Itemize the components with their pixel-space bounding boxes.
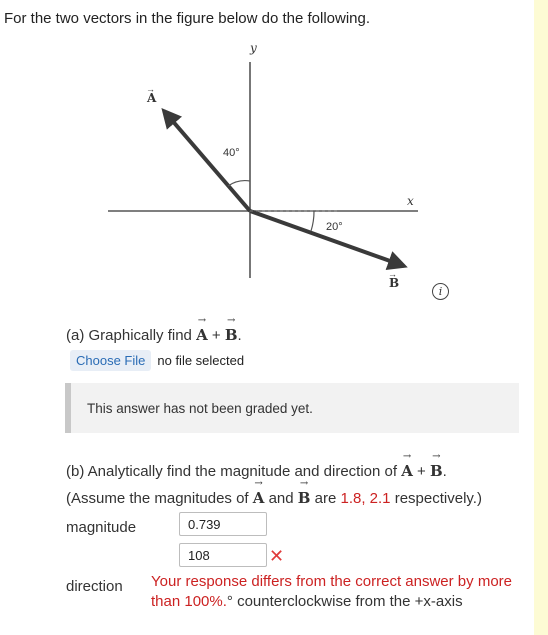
angle-b-label: 20° [326, 221, 343, 233]
x-axis-label: x [407, 194, 414, 208]
vector-b-symbol: → B [297, 478, 311, 507]
grading-status-box [65, 383, 519, 433]
choose-file-button[interactable]: Choose File [70, 350, 151, 371]
vector-a-symbol: → A [252, 478, 265, 507]
angle-arc-b [311, 211, 314, 231]
magnitude-label: magnitude [66, 519, 137, 536]
plus-sign: + [412, 463, 430, 480]
vector-b-arrow-glyph: → [388, 269, 397, 279]
file-upload-row [70, 350, 244, 371]
part-a-suffix: . [237, 327, 242, 344]
y-axis-label: y [250, 41, 257, 55]
instruction-text: For the two vectors in the figure below do the following. [4, 10, 371, 27]
angle-a-label: 40° [223, 147, 240, 159]
assume-and: and [264, 490, 298, 507]
magnitude-input[interactable]: 0.739 [179, 512, 267, 536]
part-a-prefix: (a) Graphically find [66, 327, 197, 344]
vector-b-symbol: → B [429, 451, 443, 480]
assume-mid: are [310, 490, 341, 507]
incorrect-x-icon: ✕ [269, 546, 285, 566]
info-icon[interactable]: i [432, 283, 449, 300]
vector-a-symbol: → A [401, 451, 413, 480]
grading-status-text: This answer has not been graded yet. [87, 401, 313, 416]
assume-suffix: respectively.) [390, 490, 482, 507]
vector-a-arrow-glyph: → [146, 84, 155, 94]
part-b-prefix: (b) Analytically find the magnitude and direction of [66, 463, 402, 480]
no-file-selected-text: no file selected [157, 353, 245, 368]
part-b-suffix: . [442, 463, 447, 480]
assume-prefix: (Assume the magnitudes of [66, 490, 253, 507]
direction-feedback [151, 572, 531, 612]
assumption-text [66, 478, 482, 507]
direction-label: direction [66, 578, 123, 595]
plus-sign: + [207, 327, 225, 344]
magnitude-values: 1.8, 2.1 [340, 490, 391, 507]
vector-b-line [250, 211, 404, 266]
vector-a-label: A [147, 91, 157, 105]
vector-b-label: B [389, 276, 400, 290]
direction-unit-text: ° counterclockwise from the +x-axis [226, 593, 463, 610]
vector-a-line [164, 111, 250, 211]
feedback-error-text: Your response differs from the correct answer by more than 100%. [151, 573, 512, 610]
vector-a-symbol: → A [196, 315, 208, 344]
angle-arc-a [228, 181, 250, 186]
part-a-prompt [66, 315, 242, 344]
vector-b-symbol: → B [224, 315, 238, 344]
direction-input[interactable]: 108 [179, 543, 267, 567]
